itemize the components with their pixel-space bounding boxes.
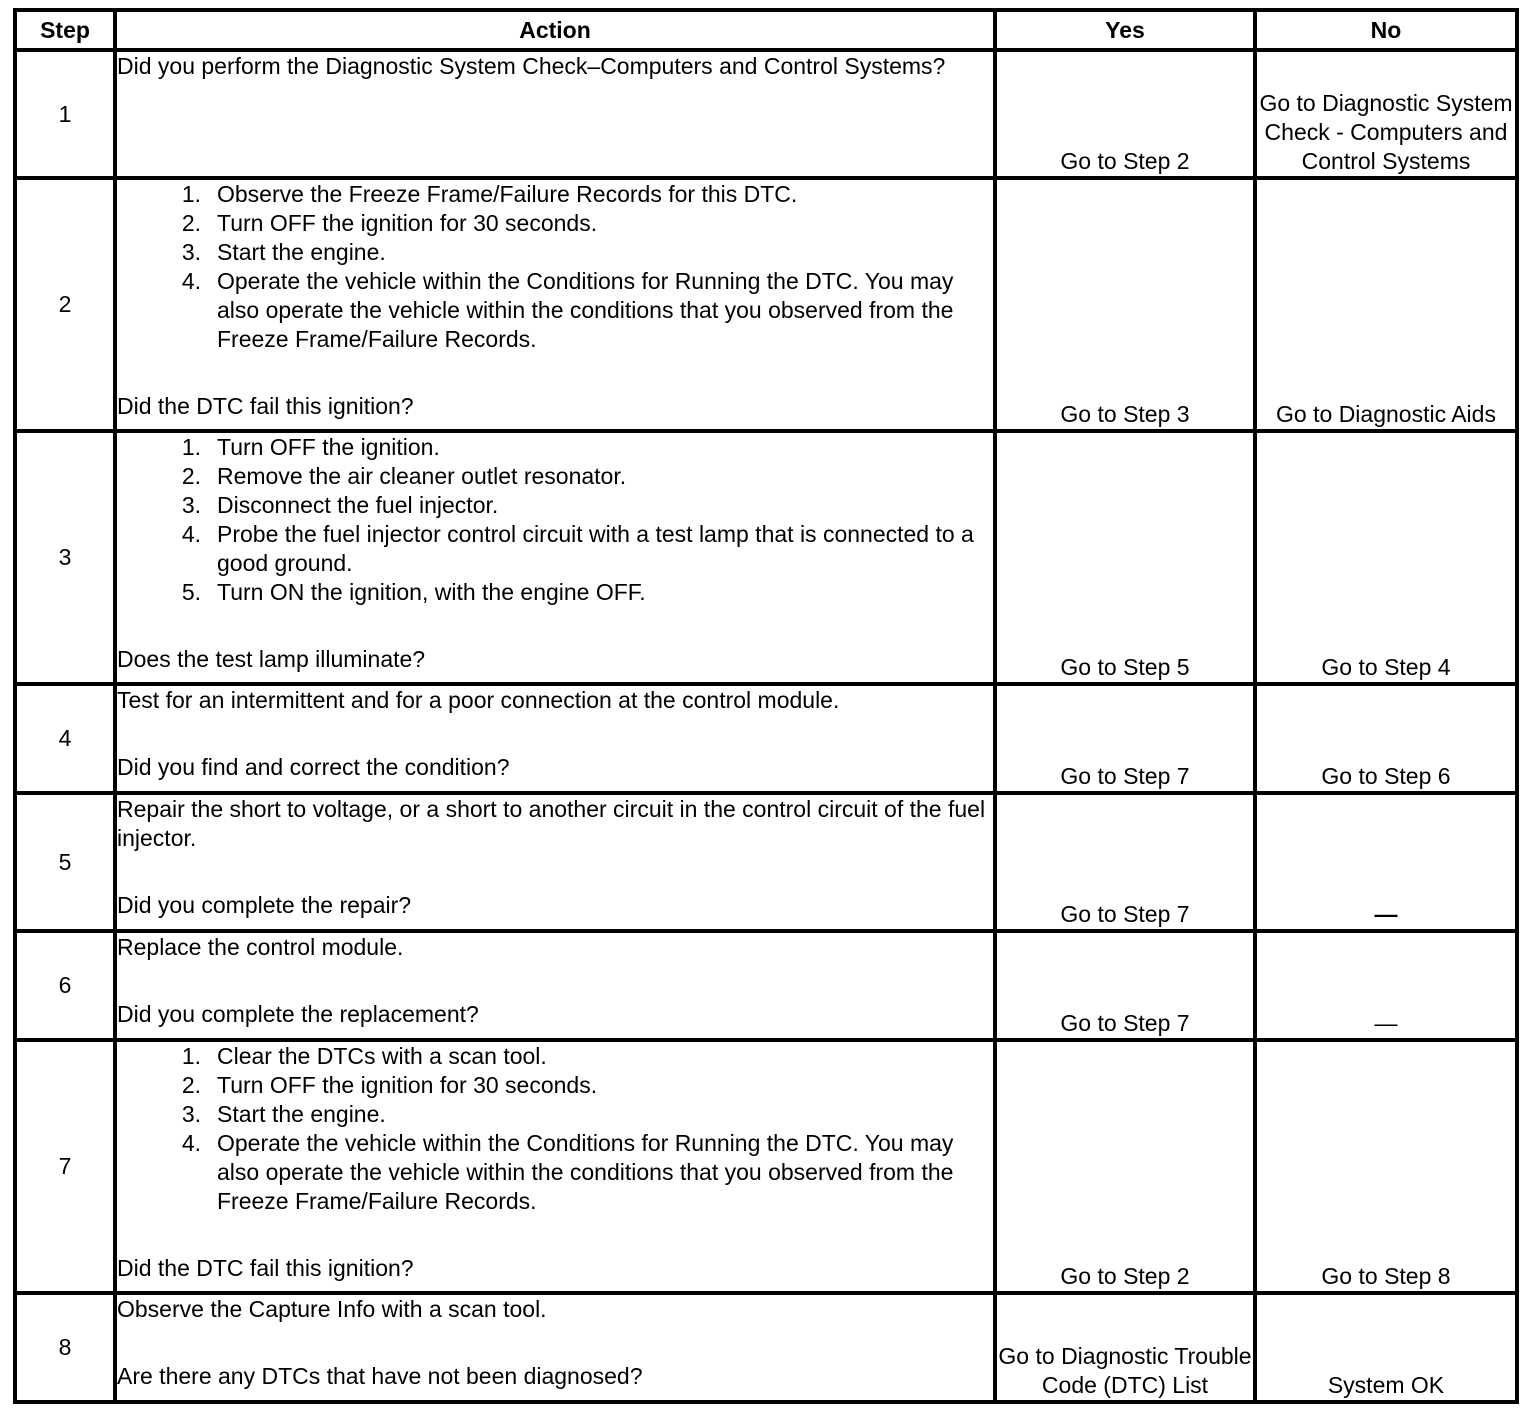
table-row [15, 684, 1517, 793]
no-cell: System OK [1255, 1293, 1517, 1402]
action-intro: Observe the Capture Info with a scan tool. [117, 1296, 547, 1322]
yes-cell: Go to Step 7 [995, 684, 1255, 793]
action-cell [115, 431, 995, 684]
table-row [15, 931, 1517, 1040]
yes-cell: Go to Step 2 [995, 50, 1255, 178]
action-question: Did you complete the replacement? [117, 1001, 479, 1027]
table-row [15, 50, 1517, 178]
action-question: Did the DTC fail this ignition? [117, 1255, 414, 1281]
list-item: 3. Start the engine. [181, 239, 386, 265]
table-row [15, 1293, 1517, 1402]
list-item: 4. Probe the fuel injector control circuit with a test lamp that is connected to a good ground. [181, 521, 974, 576]
table-row [15, 1040, 1517, 1293]
action-cell [115, 1040, 995, 1293]
table-row [15, 178, 1517, 431]
action-question: Are there any DTCs that have not been diagnosed? [117, 1363, 643, 1389]
action-question: Did you complete the repair? [117, 892, 412, 918]
yes-cell: Go to Step 7 [995, 931, 1255, 1040]
list-item: 1. Clear the DTCs with a scan tool. [181, 1043, 547, 1069]
no-cell: Go to Step 4 [1255, 431, 1517, 684]
list-item: 1. Turn OFF the ignition. [181, 434, 440, 460]
step-number: 2 [15, 178, 115, 431]
header-row [15, 10, 1517, 50]
list-item: 2. Turn OFF the ignition for 30 seconds. [181, 1072, 598, 1098]
list-item: 3. Disconnect the fuel injector. [181, 492, 499, 518]
yes-cell: Go to Step 3 [995, 178, 1255, 431]
step-number: 3 [15, 431, 115, 684]
list-item: 4. Operate the vehicle within the Conditions for Running the DTC. You may also operate the vehicle within the conditions that you observed from the Freeze Frame/Failure Records. [181, 1130, 954, 1214]
no-cell: Go to Step 8 [1255, 1040, 1517, 1293]
action-cell [115, 684, 995, 793]
step-number: 7 [15, 1040, 115, 1293]
diagnostic-table [13, 8, 1519, 1404]
action-cell [115, 793, 995, 931]
table-row [15, 793, 1517, 931]
list-item: 4. Operate the vehicle within the Conditions for Running the DTC. You may also operate the vehicle within the conditions that you observed from the Freeze Frame/Failure Records. [181, 268, 954, 352]
header-action: Action [115, 10, 995, 50]
yes-cell: Go to Diagnostic Trouble Code (DTC) List [995, 1293, 1255, 1402]
substep-list [117, 1042, 993, 1216]
step-number: 1 [15, 50, 115, 178]
header-yes: Yes [995, 10, 1255, 50]
action-cell [115, 931, 995, 1040]
action-intro: Repair the short to voltage, or a short to another circuit in the control circuit of the fuel injector. [117, 796, 986, 851]
action-intro: Test for an intermittent and for a poor connection at the control module. [117, 687, 840, 713]
no-cell: Go to Step 6 [1255, 684, 1517, 793]
step-number: 8 [15, 1293, 115, 1402]
step-number: 5 [15, 793, 115, 931]
yes-cell: Go to Step 2 [995, 1040, 1255, 1293]
no-cell: — [1255, 931, 1517, 1040]
list-item: 3. Start the engine. [181, 1101, 386, 1127]
header-no: No [1255, 10, 1517, 50]
substep-list [117, 180, 993, 354]
header-step: Step [15, 10, 115, 50]
yes-cell: Go to Step 5 [995, 431, 1255, 684]
substep-list [117, 433, 993, 607]
action-intro: Replace the control module. [117, 934, 404, 960]
no-cell: Go to Diagnostic Aids [1255, 178, 1517, 431]
action-question: Did you find and correct the condition? [117, 754, 510, 780]
action-intro: Did you perform the Diagnostic System Check–Computers and Control Systems? [117, 53, 946, 79]
table-row [15, 431, 1517, 684]
action-cell [115, 1293, 995, 1402]
list-item: 5. Turn ON the ignition, with the engine OFF. [181, 579, 646, 605]
action-question: Did the DTC fail this ignition? [117, 393, 414, 419]
no-cell: — [1255, 793, 1517, 931]
yes-cell: Go to Step 7 [995, 793, 1255, 931]
step-number: 6 [15, 931, 115, 1040]
step-number: 4 [15, 684, 115, 793]
list-item: 2. Remove the air cleaner outlet resonator. [181, 463, 627, 489]
list-item: 1. Observe the Freeze Frame/Failure Records for this DTC. [181, 181, 798, 207]
action-cell [115, 50, 995, 178]
action-cell [115, 178, 995, 431]
action-question: Does the test lamp illuminate? [117, 646, 426, 672]
no-cell: Go to Diagnostic System Check - Computers and Control Systems [1255, 50, 1517, 178]
list-item: 2. Turn OFF the ignition for 30 seconds. [181, 210, 598, 236]
